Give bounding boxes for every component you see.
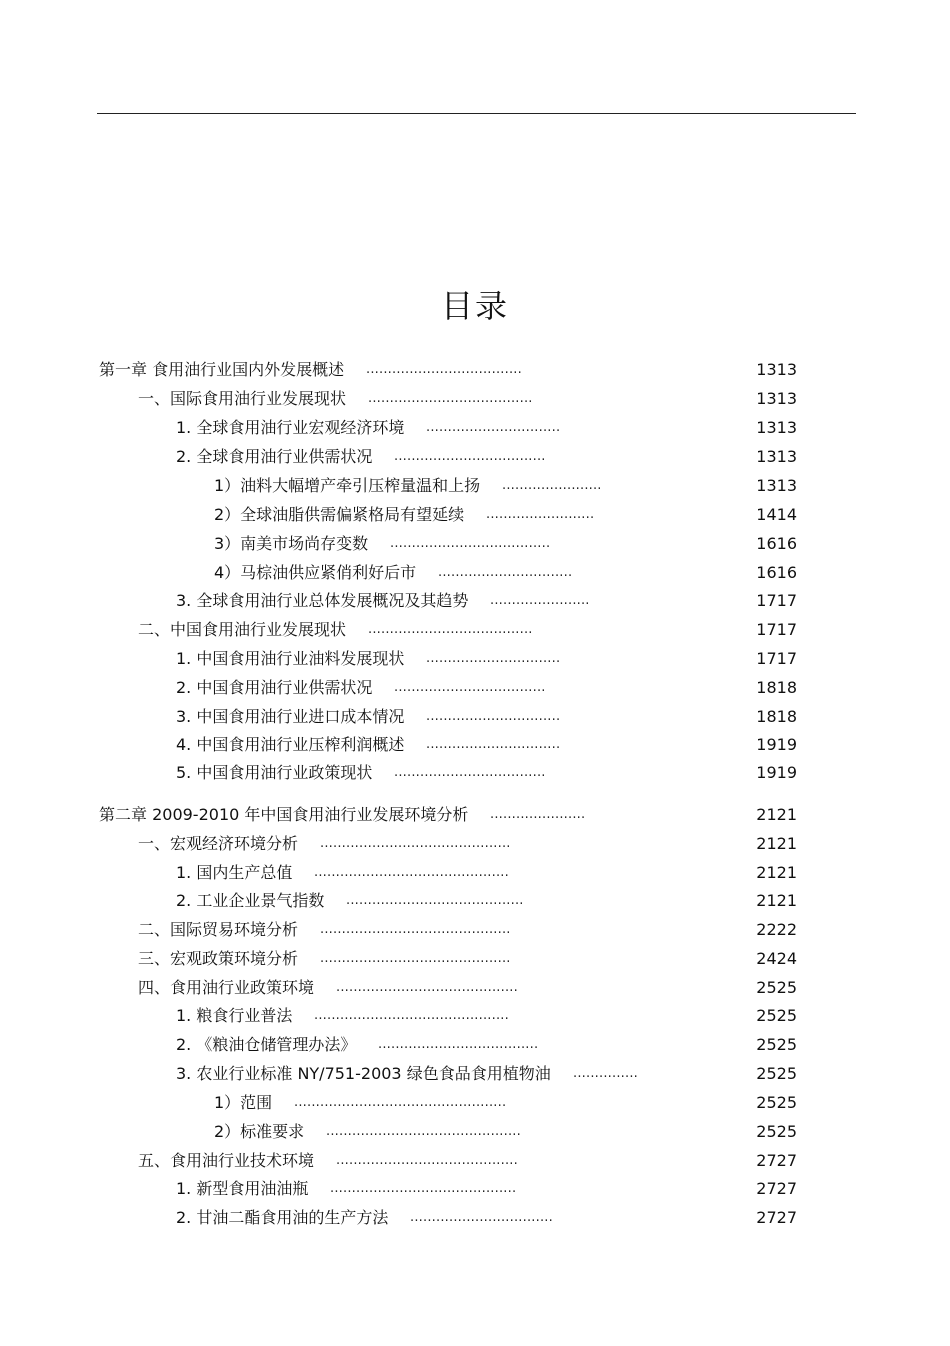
toc-page-number: 2727 <box>756 1151 797 1170</box>
toc-entry[interactable] <box>138 1149 797 1173</box>
toc-entry[interactable] <box>176 445 797 469</box>
toc-entry[interactable] <box>176 1206 797 1230</box>
toc-entry[interactable] <box>138 832 797 856</box>
toc-entry-text: 二、中国食用油行业发展现状 <box>138 620 347 639</box>
toc-entry[interactable] <box>176 416 797 440</box>
toc-entry-text: 1. 中国食用油行业油料发展现状 <box>176 649 405 668</box>
toc-entry[interactable] <box>176 676 797 700</box>
toc-leader-dots: ...................... <box>490 807 586 822</box>
toc-leader-dots: ............................... <box>426 651 561 666</box>
toc-entry-text: 第一章 食用油行业国内外发展概述 <box>99 360 345 379</box>
toc-entry[interactable] <box>138 618 797 642</box>
toc-entry[interactable] <box>214 1120 797 1144</box>
toc-entry-text: 2. 工业企业景气指数 <box>176 891 325 910</box>
toc-page-number: 1717 <box>756 591 797 610</box>
toc-leader-dots: .................................... <box>366 362 522 377</box>
toc-leader-dots: ................................... <box>394 449 546 464</box>
toc-entry[interactable] <box>138 947 797 971</box>
toc-page-number: 1717 <box>756 649 797 668</box>
toc-entry-text: 2）标准要求 <box>214 1122 305 1141</box>
toc-entry-text: 2. 《粮油仓储管理办法》 <box>176 1035 357 1054</box>
toc-entry-text: 二、国际贸易环境分析 <box>138 920 299 939</box>
toc-leader-dots: ............................................ <box>320 836 511 851</box>
toc-page-number: 2525 <box>756 1122 797 1141</box>
toc-entry-text: 五、食用油行业技术环境 <box>138 1151 315 1170</box>
toc-entry[interactable] <box>99 358 797 382</box>
toc-entry-text: 1）范围 <box>214 1093 273 1112</box>
toc-entry-text: 1. 全球食用油行业宏观经济环境 <box>176 418 405 437</box>
toc-leader-dots: ................................................. <box>294 1095 507 1110</box>
toc-entry-text: 第二章 2009-2010 年中国食用油行业发展环境分析 <box>99 805 469 824</box>
toc-leader-dots: ............................................ <box>320 922 511 937</box>
toc-page-number: 2525 <box>756 1035 797 1054</box>
toc-leader-dots: ................................... <box>394 765 546 780</box>
toc-page-number: 2222 <box>756 920 797 939</box>
toc-entry-text: 4）马棕油供应紧俏利好后市 <box>214 563 417 582</box>
toc-entry-text: 1. 粮食行业普法 <box>176 1006 293 1025</box>
toc-entry[interactable] <box>176 1177 797 1201</box>
toc-leader-dots: ..................................... <box>378 1037 539 1052</box>
toc-page-number: 2525 <box>756 1064 797 1083</box>
toc-entry-text: 1）油料大幅增产牵引压榨量温和上扬 <box>214 476 481 495</box>
toc-entry[interactable] <box>214 561 797 585</box>
toc-entry[interactable] <box>214 1091 797 1115</box>
toc-page-number: 2121 <box>756 834 797 853</box>
toc-entry-text: 2. 中国食用油行业供需状况 <box>176 678 373 697</box>
toc-leader-dots: ...................................... <box>368 622 533 637</box>
toc-entry-text: 4. 中国食用油行业压榨利润概述 <box>176 735 405 754</box>
header-rule <box>97 113 856 114</box>
toc-page-number: 1414 <box>756 505 797 524</box>
toc-title: 目录 <box>440 287 509 325</box>
toc-entry[interactable] <box>176 761 797 785</box>
toc-page-number: 2525 <box>756 1006 797 1025</box>
toc-page-number: 2727 <box>756 1179 797 1198</box>
toc-page-number: 1717 <box>756 620 797 639</box>
toc-entry[interactable] <box>138 387 797 411</box>
toc-entry-text: 3）南美市场尚存变数 <box>214 534 369 553</box>
toc-leader-dots: ........................................... <box>330 1181 517 1196</box>
toc-entry-text: 2）全球油脂供需偏紧格局有望延续 <box>214 505 465 524</box>
toc-leader-dots: ....................... <box>502 478 602 493</box>
toc-entry[interactable] <box>176 647 797 671</box>
toc-entry-text: 1. 国内生产总值 <box>176 863 293 882</box>
toc-entry-text: 5. 中国食用油行业政策现状 <box>176 763 373 782</box>
toc-page-number: 1919 <box>756 735 797 754</box>
toc-entry-text: 2. 甘油二酯食用油的生产方法 <box>176 1208 389 1227</box>
toc-entry-text: 三、宏观政策环境分析 <box>138 949 299 968</box>
toc-page-number: 1313 <box>756 418 797 437</box>
toc-entry-text: 3. 全球食用油行业总体发展概况及其趋势 <box>176 591 469 610</box>
toc-leader-dots: .......................................... <box>336 980 518 995</box>
toc-page-number: 2727 <box>756 1208 797 1227</box>
toc-entry[interactable] <box>214 503 797 527</box>
toc-page-number: 1313 <box>756 360 797 379</box>
toc-page-number: 1919 <box>756 763 797 782</box>
toc-entry[interactable] <box>138 976 797 1000</box>
toc-entry-text: 一、国际食用油行业发展现状 <box>138 389 347 408</box>
toc-page-number: 2121 <box>756 863 797 882</box>
toc-entry[interactable] <box>99 803 797 827</box>
toc-page-number: 2121 <box>756 805 797 824</box>
toc-leader-dots: ............................................. <box>326 1124 521 1139</box>
toc-page-number: 2525 <box>756 978 797 997</box>
toc-entry[interactable] <box>176 1004 797 1028</box>
toc-leader-dots: ............................................. <box>314 865 509 880</box>
toc-entry-text: 2. 全球食用油行业供需状况 <box>176 447 373 466</box>
toc-entry-text: 3. 中国食用油行业进口成本情况 <box>176 707 405 726</box>
toc-leader-dots: ..................................... <box>390 536 551 551</box>
toc-page-number: 2121 <box>756 891 797 910</box>
toc-page-number: 2525 <box>756 1093 797 1112</box>
toc-page-number: 1818 <box>756 707 797 726</box>
toc-leader-dots: ......................................... <box>346 893 524 908</box>
toc-entry[interactable] <box>176 705 797 729</box>
toc-entry[interactable] <box>176 589 797 613</box>
toc-leader-dots: ............................... <box>426 420 561 435</box>
toc-leader-dots: .......................................... <box>336 1153 518 1168</box>
toc-entry-text: 1. 新型食用油油瓶 <box>176 1179 309 1198</box>
toc-leader-dots: ............................... <box>438 565 573 580</box>
toc-page-number: 1313 <box>756 476 797 495</box>
toc-entry[interactable] <box>176 889 797 913</box>
toc-page-number: 1616 <box>756 563 797 582</box>
toc-entry-text: 四、食用油行业政策环境 <box>138 978 315 997</box>
toc-page-number: 1616 <box>756 534 797 553</box>
toc-entry[interactable] <box>176 733 797 757</box>
toc-page-number: 1818 <box>756 678 797 697</box>
toc-leader-dots: ................................... <box>394 680 546 695</box>
toc-leader-dots: ............................................. <box>314 1008 509 1023</box>
toc-leader-dots: ............................................ <box>320 951 511 966</box>
toc-leader-dots: ...................................... <box>368 391 533 406</box>
toc-leader-dots: ....................... <box>490 593 590 608</box>
toc-page-number: 1313 <box>756 447 797 466</box>
toc-entry[interactable] <box>176 1033 797 1057</box>
toc-entry-text: 3. 农业行业标准 NY/751-2003 绿色食品食用植物油 <box>176 1064 551 1083</box>
toc-page-number: 2424 <box>756 949 797 968</box>
toc-page-number: 1313 <box>756 389 797 408</box>
toc-entry[interactable] <box>214 532 797 556</box>
toc-entry[interactable] <box>214 474 797 498</box>
toc-entry[interactable] <box>176 861 797 885</box>
toc-leader-dots: ......................... <box>486 507 595 522</box>
toc-entry-text: 一、宏观经济环境分析 <box>138 834 299 853</box>
toc-leader-dots: ............................... <box>426 737 561 752</box>
toc-entry[interactable] <box>176 1062 797 1086</box>
toc-leader-dots: ............... <box>573 1066 638 1081</box>
toc-leader-dots: ................................. <box>410 1210 553 1225</box>
toc-entry[interactable] <box>138 918 797 942</box>
toc-leader-dots: ............................... <box>426 709 561 724</box>
